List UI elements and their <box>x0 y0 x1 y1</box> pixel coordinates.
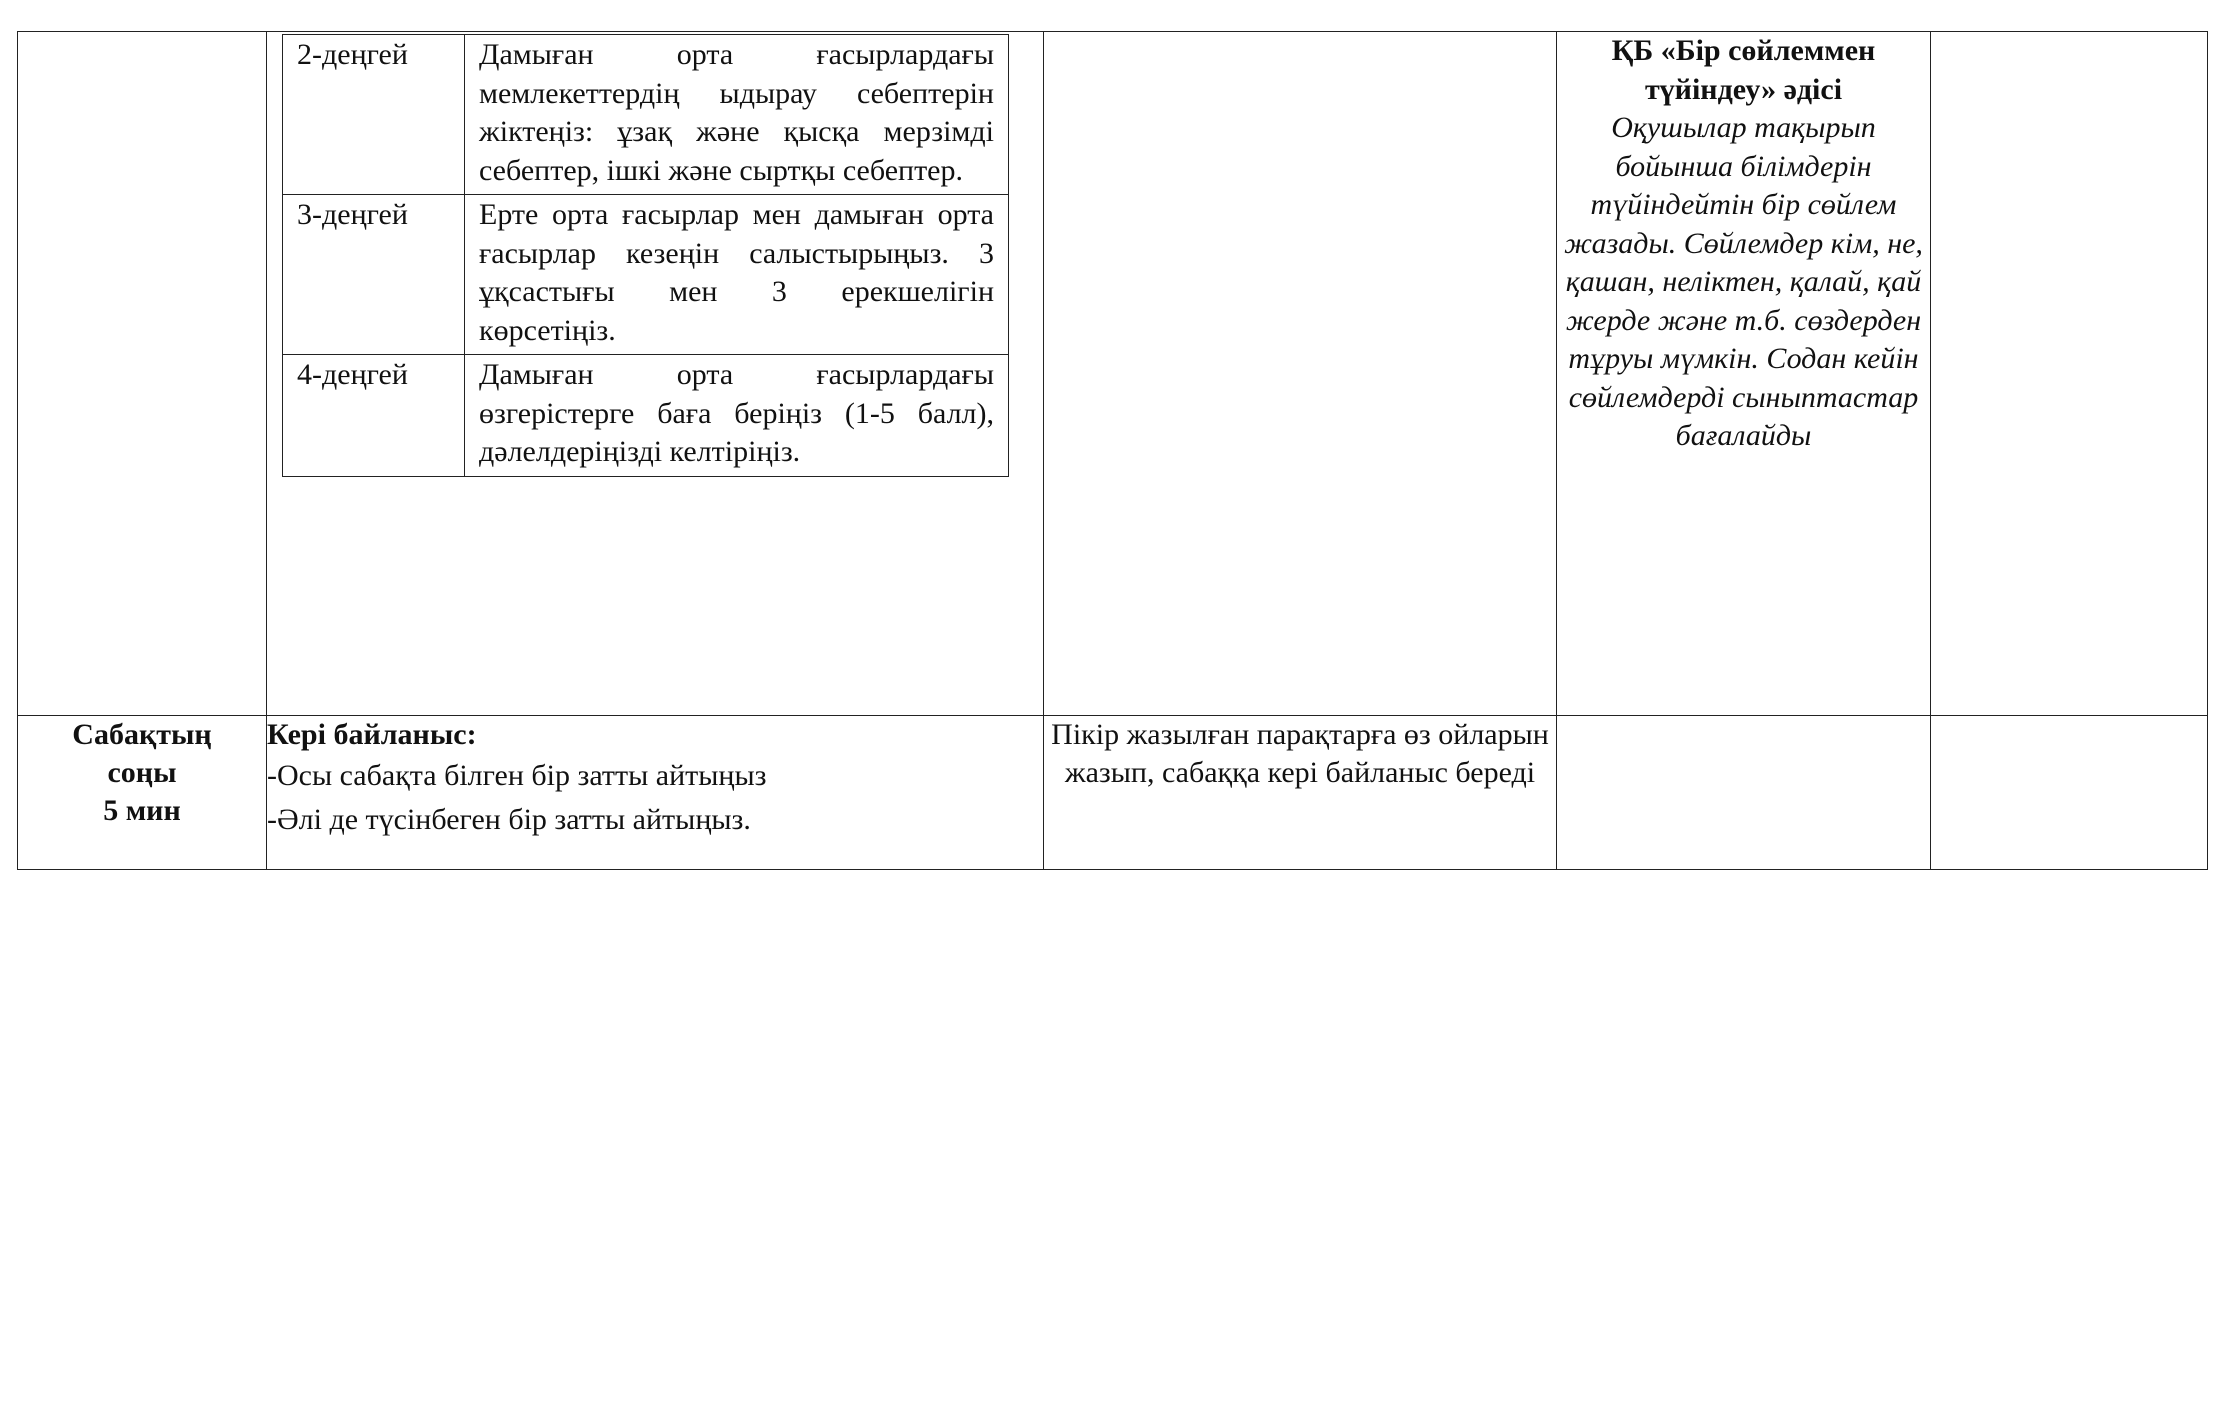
end-stage-line: Сабақтың <box>72 718 212 751</box>
method-description: Оқушылар тақырып бойынша білімдерін түйіндейтін бір сөйлем жазады. Сөйлемдер кім, не, қашан, неліктен, қалай, қай жерде және т.б. сөздерден тұруы мүмкін. Содан кейін сөйлемдерді сыныптастар бағалайды <box>1564 111 1923 452</box>
level-task: Дамыған орта ғасырлардағы мемлекеттердің ыдырау себептерін жіктеңіз: ұзақ және қысқа мерзімді себептер, ішкі және сыртқы себептер. <box>465 35 1009 195</box>
end-stage-duration: 5 мин <box>103 794 181 827</box>
feedback-item: -Осы сабақта білген бір затты айтыңыз <box>267 759 767 792</box>
level-task: Дамыған орта ғасырлардағы өзгерістерге баға беріңіз (1-5 балл), дәлелдеріңізді келтіріңіз. <box>465 355 1009 477</box>
feedback-item: -Әлі де түсінбеген бір затты айтыңыз. <box>267 803 751 836</box>
feedback-title: Кері байланыс: <box>267 718 477 751</box>
level-label: 4-деңгей <box>283 355 465 477</box>
student-activity-text: Пікір жазылған парақтарға өз ойларын жазып, сабаққа кері байланыс береді <box>1051 718 1549 789</box>
resources-cell-empty <box>1931 32 2208 716</box>
resources-cell-empty <box>1931 716 2208 870</box>
level-label: 2-деңгей <box>283 35 465 195</box>
level-task: Ерте орта ғасырлар мен дамыған орта ғасырлар кезеңін салыстырыңыз. 3 ұқсастығы мен 3 ерекшелігін көрсетіңіз. <box>465 195 1009 355</box>
lesson-middle-row <box>18 32 2208 716</box>
student-actions-cell-empty <box>1044 32 1557 716</box>
end-stage-cell <box>18 716 267 870</box>
assessment-cell-empty <box>1557 716 1931 870</box>
lesson-end-row <box>18 716 2208 870</box>
lesson-plan-table <box>17 31 2208 870</box>
feedback-cell <box>267 716 1044 870</box>
level-label: 3-деңгей <box>283 195 465 355</box>
levels-table <box>282 34 1009 477</box>
level-row <box>283 35 1009 195</box>
level-row <box>283 195 1009 355</box>
teacher-actions-cell <box>267 32 1044 716</box>
stage-cell-empty <box>18 32 267 716</box>
student-activity-cell <box>1044 716 1557 870</box>
assessment-method-cell <box>1557 32 1931 716</box>
method-title: ҚБ «Бір сөйлеммен түйіндеу» әдісі <box>1611 34 1876 106</box>
end-stage-line: соңы <box>107 756 177 789</box>
level-row <box>283 355 1009 477</box>
